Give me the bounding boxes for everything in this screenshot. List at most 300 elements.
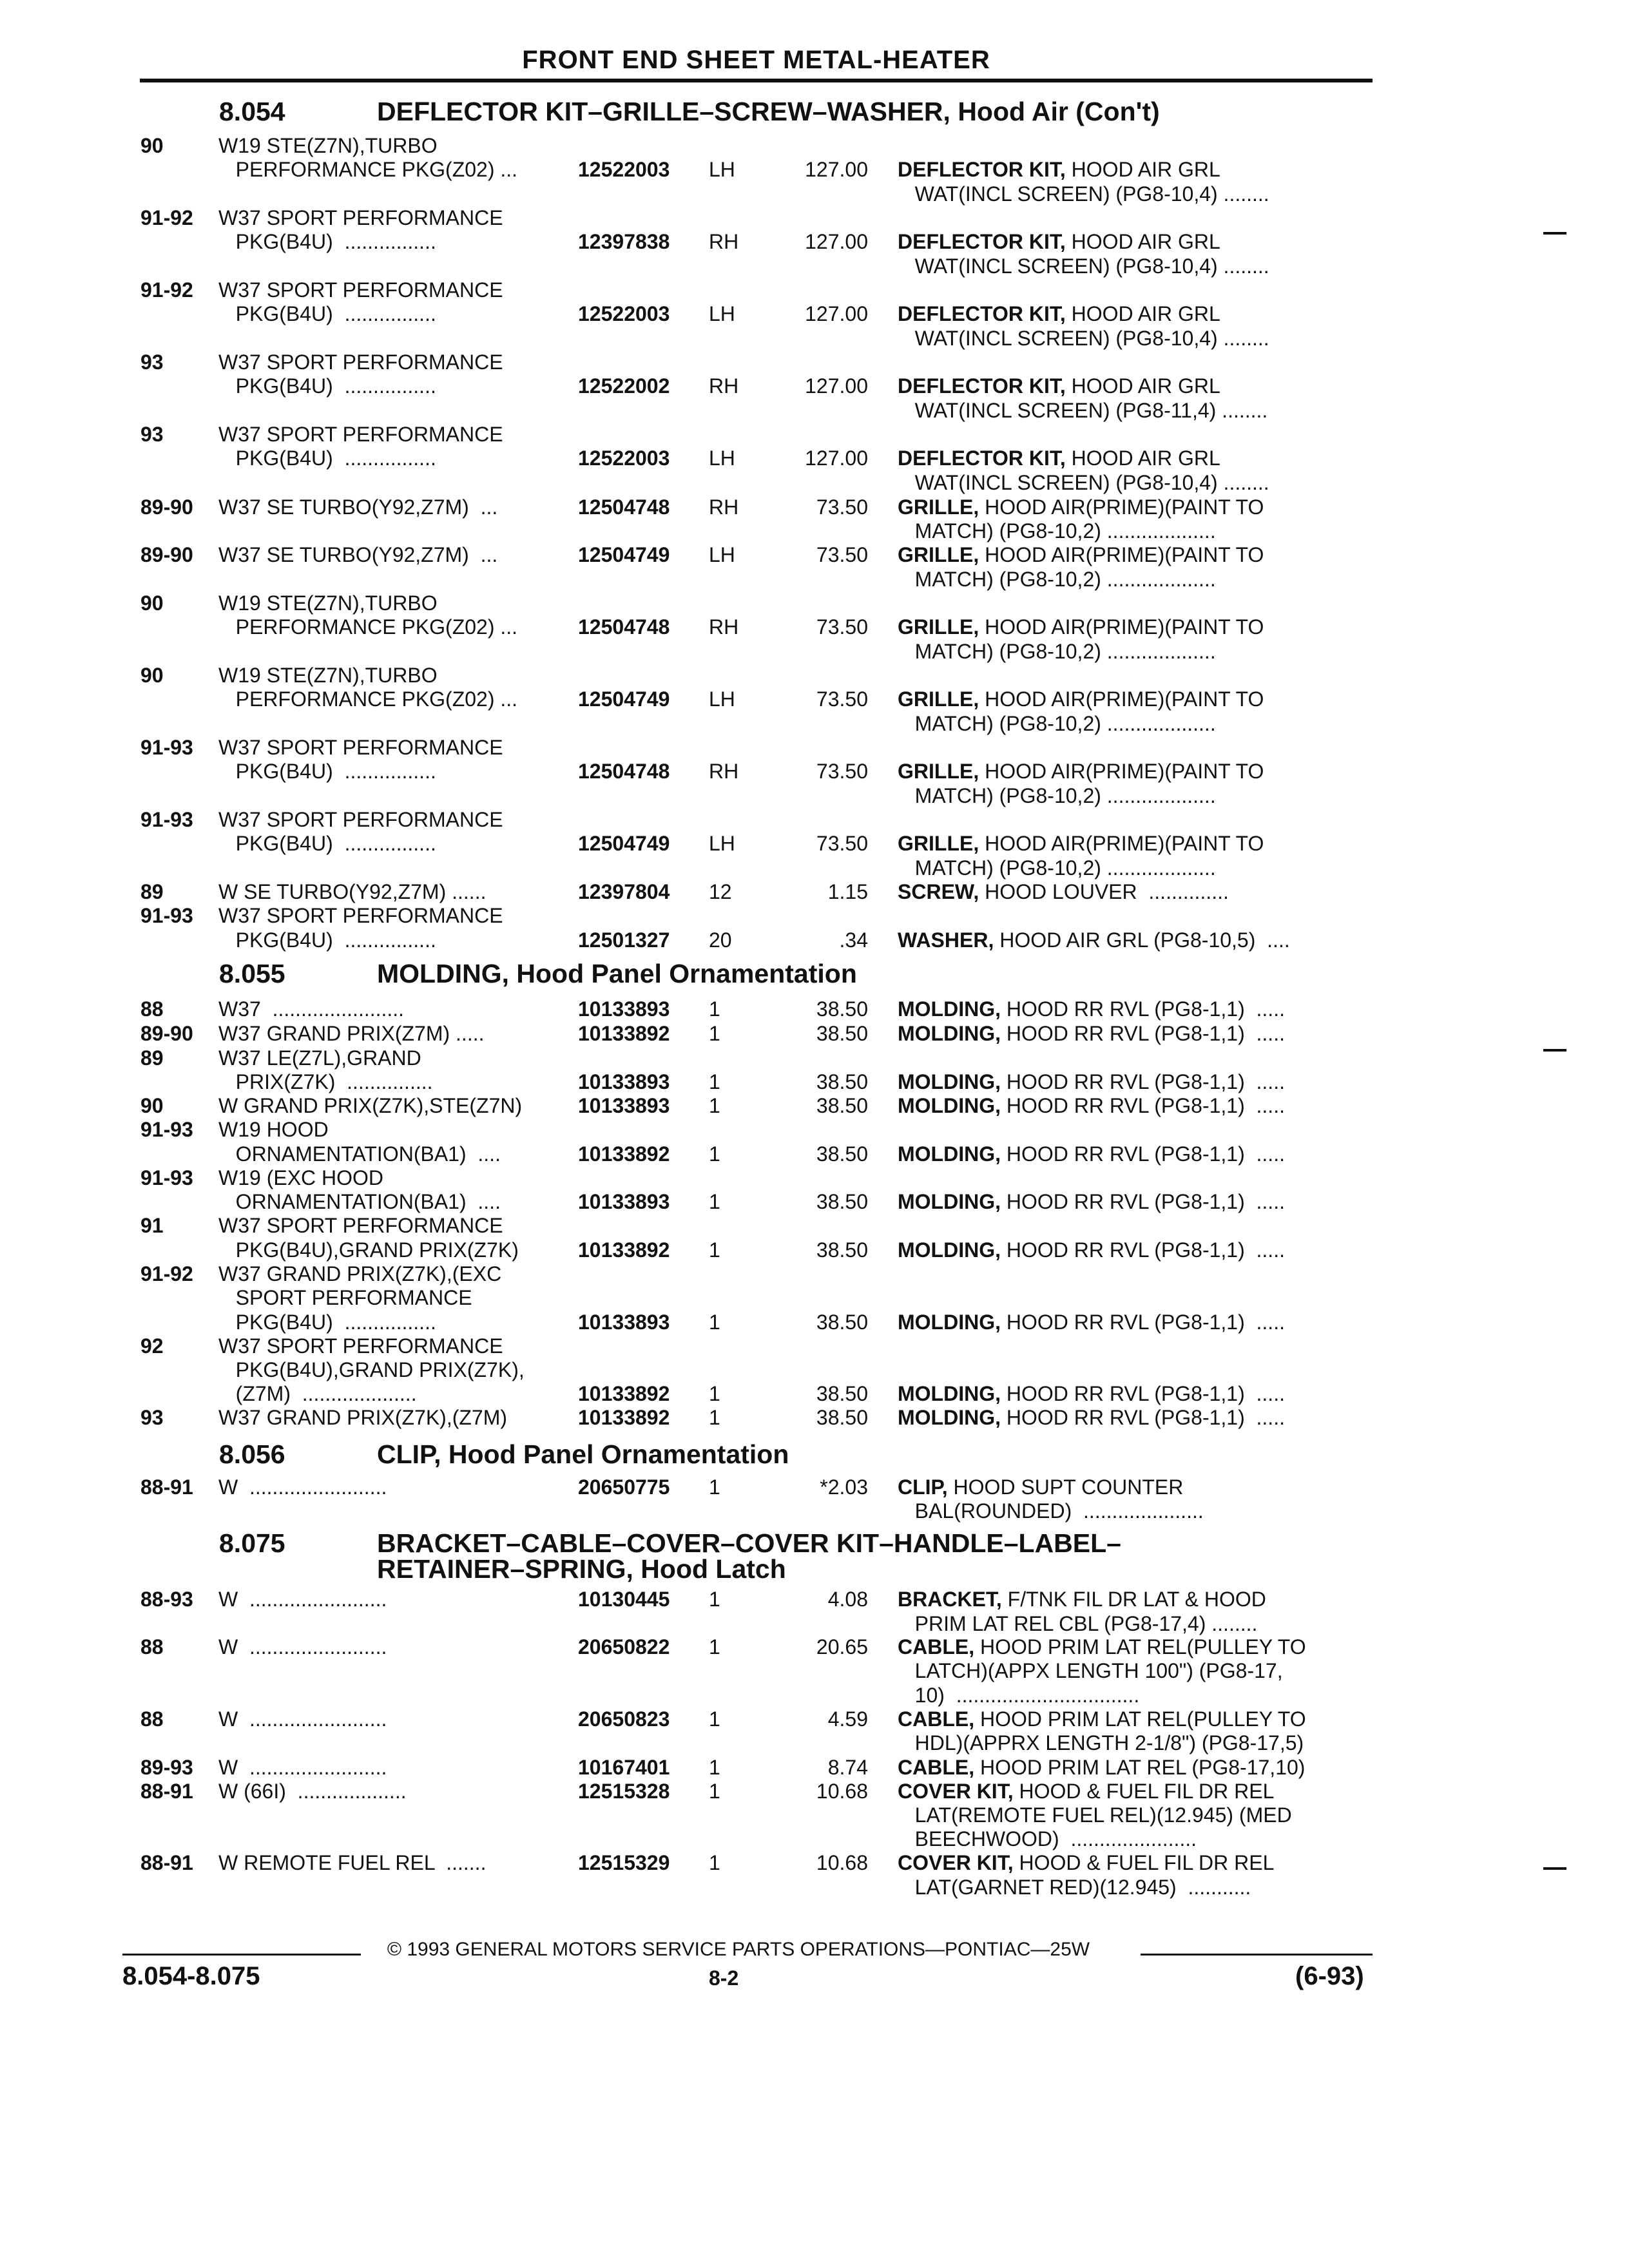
part-detail: HOOD RR RVL (PG8-1,1) .....: [1000, 1311, 1285, 1334]
section-title: DEFLECTOR KIT–GRILLE–SCREW–WASHER, Hood Air (Con't): [377, 97, 1160, 126]
list-price: 38.50: [816, 1190, 868, 1213]
application-description: W ........................: [218, 1756, 387, 1779]
part-detail: BEECHWOOD) ......................: [898, 1827, 1197, 1850]
quantity-or-side: 1: [709, 1406, 720, 1429]
quantity-or-side: LH: [709, 687, 735, 711]
part-number: 20650822: [578, 1635, 670, 1658]
model-year: 91-92: [140, 278, 193, 302]
part-description: [898, 760, 1264, 783]
quantity-or-side: 1: [709, 1756, 720, 1779]
part-detail: WAT(INCL SCREEN) (PG8-11,4) ........: [898, 399, 1268, 422]
list-price: *2.03: [820, 1475, 868, 1499]
part-name: DEFLECTOR KIT,: [898, 447, 1066, 470]
quantity-or-side: 1: [709, 1588, 720, 1611]
quantity-or-side: 1: [709, 1094, 720, 1117]
part-detail: LATCH)(APPX LENGTH 100") (PG8-17,: [898, 1659, 1283, 1682]
part-name: GRILLE,: [898, 543, 979, 566]
application-description: W37 GRAND PRIX(Z7M) .....: [218, 1022, 485, 1045]
part-detail: HOOD AIR(PRIME)(PAINT TO: [979, 615, 1264, 639]
part-description: [898, 1070, 1285, 1094]
part-description: [898, 1756, 1305, 1780]
part-description: [898, 374, 1220, 398]
part-number: 12504749: [578, 832, 670, 855]
list-price: 8.74: [827, 1756, 868, 1779]
part-description: [898, 1094, 1285, 1118]
list-price: 38.50: [816, 1070, 868, 1093]
part-description: [898, 182, 1269, 206]
application-description: PKG(B4U) ................: [218, 447, 436, 470]
part-detail: MATCH) (PG8-10,2) ...................: [898, 568, 1216, 591]
part-detail: HOOD RR RVL (PG8-1,1) .....: [1000, 1382, 1285, 1405]
part-number: 12522003: [578, 447, 670, 470]
part-detail: HOOD & FUEL FIL DR REL: [1013, 1780, 1275, 1803]
part-number: 12501327: [578, 928, 670, 952]
part-name: GRILLE,: [898, 495, 979, 519]
application-description: SPORT PERFORMANCE: [218, 1286, 472, 1309]
model-year: 89-90: [140, 543, 193, 566]
application-description: W37 SPORT PERFORMANCE: [218, 206, 503, 229]
list-price: 127.00: [805, 302, 868, 325]
part-number: 10133893: [578, 1094, 670, 1117]
part-description: [898, 640, 1216, 664]
list-price: 127.00: [805, 158, 868, 181]
part-number: 12515328: [578, 1780, 670, 1803]
application-description: W19 (EXC HOOD: [218, 1166, 384, 1189]
part-detail: HOOD AIR GRL: [1065, 374, 1220, 398]
part-number: 10130445: [578, 1588, 670, 1611]
application-description: W19 STE(Z7N),TURBO: [218, 664, 438, 687]
part-description: [898, 1659, 1283, 1683]
application-description: W37 SPORT PERFORMANCE: [218, 1334, 503, 1358]
list-price: 38.50: [816, 1406, 868, 1429]
model-year: 90: [140, 591, 164, 615]
quantity-or-side: 1: [709, 1142, 720, 1166]
list-price: 4.08: [827, 1588, 868, 1611]
revision-date: (6-93): [1295, 1962, 1364, 1990]
part-name: CABLE,: [898, 1635, 975, 1658]
list-price: 4.59: [827, 1707, 868, 1731]
quantity-or-side: 1: [709, 1022, 720, 1045]
list-price: 127.00: [805, 374, 868, 398]
application-description: PERFORMANCE PKG(Z02) ...: [218, 615, 518, 639]
section-title: BRACKET–CABLE–COVER–COVER KIT–HANDLE–LABEL–: [377, 1528, 1121, 1558]
part-description: [898, 832, 1264, 856]
application-description: W37 .......................: [218, 997, 405, 1021]
page-number: 8-2: [709, 1966, 739, 1990]
section-number: 8.056: [219, 1439, 285, 1469]
part-detail: MATCH) (PG8-10,2) ...................: [898, 856, 1216, 879]
list-price: 10.68: [816, 1851, 868, 1874]
list-price: 38.50: [816, 1238, 868, 1262]
quantity-or-side: 1: [709, 1311, 720, 1334]
list-price: 38.50: [816, 997, 868, 1021]
part-detail: LAT(GARNET RED)(12.945) ...........: [898, 1876, 1251, 1899]
list-price: 38.50: [816, 1311, 868, 1334]
quantity-or-side: RH: [709, 760, 739, 783]
application-description: W37 GRAND PRIX(Z7K),(EXC: [218, 1262, 502, 1285]
margin-mark: [1543, 1867, 1566, 1870]
part-name: GRILLE,: [898, 832, 979, 855]
section-number: 8.054: [219, 97, 285, 126]
part-number: 10133893: [578, 997, 670, 1021]
part-detail: WAT(INCL SCREEN) (PG8-10,4) ........: [898, 182, 1269, 206]
model-year: 88-91: [140, 1780, 193, 1803]
part-description: [898, 880, 1229, 904]
model-year: 91-93: [140, 904, 193, 927]
application-description: W19 HOOD: [218, 1118, 329, 1141]
page-section-range: 8.054-8.075: [122, 1962, 260, 1990]
part-name: MOLDING,: [898, 1406, 1001, 1429]
part-name: MOLDING,: [898, 1382, 1001, 1405]
application-description: W37 SE TURBO(Y92,Z7M) ...: [218, 543, 498, 566]
part-name: SCREW,: [898, 880, 979, 903]
list-price: 127.00: [805, 447, 868, 470]
application-description: W ........................: [218, 1635, 387, 1658]
quantity-or-side: 1: [709, 1190, 720, 1213]
part-description: [898, 447, 1220, 470]
part-detail: HOOD RR RVL (PG8-1,1) .....: [1000, 1022, 1285, 1045]
part-detail: LAT(REMOTE FUEL REL)(12.945) (MED: [898, 1803, 1292, 1827]
part-detail: HOOD PRIM LAT REL(PULLEY TO: [974, 1707, 1306, 1731]
application-description: PKG(B4U) ................: [218, 302, 436, 325]
model-year: 88-91: [140, 1851, 193, 1874]
list-price: 38.50: [816, 1382, 868, 1405]
quantity-or-side: 1: [709, 1070, 720, 1093]
part-name: GRILLE,: [898, 760, 979, 783]
quantity-or-side: LH: [709, 543, 735, 566]
part-description: [898, 1588, 1266, 1611]
list-price: .34: [839, 928, 868, 952]
part-description: [898, 1851, 1274, 1875]
quantity-or-side: 1: [709, 1780, 720, 1803]
part-number: 10167401: [578, 1756, 670, 1779]
model-year: 89-93: [140, 1756, 193, 1779]
part-detail: HOOD RR RVL (PG8-1,1) .....: [1000, 1142, 1285, 1166]
quantity-or-side: RH: [709, 374, 739, 398]
model-year: 90: [140, 664, 164, 687]
model-year: 88-93: [140, 1588, 193, 1611]
part-number: 20650823: [578, 1707, 670, 1731]
part-description: [898, 784, 1216, 808]
list-price: 38.50: [816, 1022, 868, 1045]
part-number: 12397804: [578, 880, 670, 903]
model-year: 88-91: [140, 1475, 193, 1499]
model-year: 88: [140, 1707, 164, 1731]
list-price: 73.50: [816, 543, 868, 566]
part-description: [898, 568, 1216, 591]
application-description: W ........................: [218, 1588, 387, 1611]
part-number: 10133893: [578, 1190, 670, 1213]
part-detail: HDL)(APPRX LENGTH 2-1/8") (PG8-17,5): [898, 1731, 1304, 1754]
part-number: 10133892: [578, 1142, 670, 1166]
part-detail: HOOD AIR GRL: [1065, 158, 1220, 181]
part-detail: HOOD AIR GRL: [1065, 302, 1220, 325]
section-title: MOLDING, Hood Panel Ornamentation: [377, 959, 857, 988]
list-price: 73.50: [816, 615, 868, 639]
part-description: [898, 327, 1269, 351]
quantity-or-side: 1: [709, 1707, 720, 1731]
part-description: [898, 1707, 1306, 1731]
model-year: 90: [140, 134, 164, 157]
part-detail: HOOD RR RVL (PG8-1,1) .....: [1000, 1406, 1285, 1429]
quantity-or-side: 1: [709, 997, 720, 1021]
list-price: 73.50: [816, 495, 868, 519]
part-number: 10133893: [578, 1311, 670, 1334]
model-year: 91-92: [140, 1262, 193, 1285]
section-number: 8.075: [219, 1528, 285, 1558]
application-description: W37 SPORT PERFORMANCE: [218, 808, 503, 831]
quantity-or-side: 20: [709, 928, 732, 952]
application-description: W GRAND PRIX(Z7K),STE(Z7N): [218, 1094, 523, 1117]
quantity-or-side: LH: [709, 447, 735, 470]
model-year: 92: [140, 1334, 164, 1358]
quantity-or-side: LH: [709, 302, 735, 325]
part-name: MOLDING,: [898, 1190, 1001, 1213]
list-price: 73.50: [816, 760, 868, 783]
section-number: 8.055: [219, 959, 285, 988]
part-detail: WAT(INCL SCREEN) (PG8-10,4) ........: [898, 327, 1269, 350]
part-number: 12504748: [578, 615, 670, 639]
application-description: W37 SE TURBO(Y92,Z7M) ...: [218, 495, 498, 519]
part-detail: HOOD PRIM LAT REL (PG8-17,10): [974, 1756, 1306, 1779]
part-detail: WAT(INCL SCREEN) (PG8-10,4) ........: [898, 471, 1269, 494]
part-number: 10133892: [578, 1406, 670, 1429]
list-price: 127.00: [805, 230, 868, 253]
part-description: [898, 1876, 1251, 1899]
list-price: 38.50: [816, 1094, 868, 1117]
list-price: 73.50: [816, 687, 868, 711]
part-number: 10133892: [578, 1022, 670, 1045]
part-number: 12522002: [578, 374, 670, 398]
application-description: PERFORMANCE PKG(Z02) ...: [218, 687, 518, 711]
part-description: [898, 1827, 1197, 1851]
model-year: 89-90: [140, 1022, 193, 1045]
part-number: 10133892: [578, 1382, 670, 1405]
part-description: [898, 712, 1216, 736]
footer-rule-right: [1141, 1954, 1373, 1956]
part-name: DEFLECTOR KIT,: [898, 158, 1066, 181]
part-detail: HOOD RR RVL (PG8-1,1) .....: [1000, 1238, 1285, 1262]
application-description: PKG(B4U),GRAND PRIX(Z7K): [218, 1238, 519, 1262]
quantity-or-side: 1: [709, 1238, 720, 1262]
part-detail: HOOD RR RVL (PG8-1,1) .....: [1000, 997, 1285, 1021]
part-description: [898, 856, 1216, 880]
list-price: 10.68: [816, 1780, 868, 1803]
part-detail: HOOD AIR GRL: [1065, 447, 1220, 470]
model-year: 89: [140, 880, 164, 903]
part-detail: HOOD AIR(PRIME)(PAINT TO: [979, 760, 1264, 783]
quantity-or-side: 1: [709, 1382, 720, 1405]
page-title: FRONT END SHEET METAL-HEATER: [522, 46, 990, 74]
application-description: W37 SPORT PERFORMANCE: [218, 278, 503, 302]
part-number: 12515329: [578, 1851, 670, 1874]
part-detail: MATCH) (PG8-10,2) ...................: [898, 712, 1216, 735]
part-detail: HOOD AIR(PRIME)(PAINT TO: [979, 543, 1264, 566]
quantity-or-side: RH: [709, 615, 739, 639]
part-detail: HOOD & FUEL FIL DR REL: [1013, 1851, 1275, 1874]
part-number: 10133892: [578, 1238, 670, 1262]
part-name: WASHER,: [898, 928, 994, 952]
application-description: W19 STE(Z7N),TURBO: [218, 134, 438, 157]
application-description: (Z7M) ....................: [218, 1382, 417, 1405]
application-description: W37 GRAND PRIX(Z7K),(Z7M): [218, 1406, 508, 1429]
part-detail: MATCH) (PG8-10,2) ...................: [898, 519, 1216, 543]
part-detail: HOOD AIR(PRIME)(PAINT TO: [979, 495, 1264, 519]
part-description: [898, 1190, 1285, 1214]
model-year: 91-92: [140, 206, 193, 229]
part-detail: MATCH) (PG8-10,2) ...................: [898, 640, 1216, 663]
part-name: MOLDING,: [898, 1094, 1001, 1117]
part-name: MOLDING,: [898, 1311, 1001, 1334]
part-description: [898, 1731, 1304, 1755]
application-description: W37 SPORT PERFORMANCE: [218, 904, 503, 927]
page-header: [140, 41, 1373, 82]
part-detail: WAT(INCL SCREEN) (PG8-10,4) ........: [898, 255, 1269, 278]
model-year: 90: [140, 1094, 164, 1117]
section-title-continued: RETAINER–SPRING, Hood Latch: [377, 1554, 786, 1584]
model-year: 89-90: [140, 495, 193, 519]
part-description: [898, 1684, 1139, 1707]
part-name: CLIP,: [898, 1475, 948, 1499]
part-detail: HOOD AIR(PRIME)(PAINT TO: [979, 687, 1264, 711]
part-number: 12522003: [578, 302, 670, 325]
part-detail: PRIM LAT REL CBL (PG8-17,4) ........: [898, 1612, 1258, 1635]
part-detail: HOOD PRIM LAT REL(PULLEY TO: [974, 1635, 1306, 1658]
application-description: W37 SPORT PERFORMANCE: [218, 423, 503, 446]
part-name: MOLDING,: [898, 997, 1001, 1021]
part-detail: HOOD RR RVL (PG8-1,1) .....: [1000, 1070, 1285, 1093]
footer-rule-left: [122, 1954, 361, 1956]
part-number: 10133893: [578, 1070, 670, 1093]
part-description: [898, 1612, 1257, 1636]
application-description: W ........................: [218, 1475, 387, 1499]
part-name: DEFLECTOR KIT,: [898, 230, 1066, 253]
application-description: ORNAMENTATION(BA1) ....: [218, 1190, 501, 1213]
application-description: W37 LE(Z7L),GRAND: [218, 1046, 421, 1070]
part-description: [898, 302, 1220, 326]
part-name: MOLDING,: [898, 1142, 1001, 1166]
part-detail: MATCH) (PG8-10,2) ...................: [898, 784, 1216, 807]
application-description: W (66I) ...................: [218, 1780, 407, 1803]
quantity-or-side: RH: [709, 495, 739, 519]
part-description: [898, 471, 1269, 495]
part-description: [898, 1022, 1285, 1046]
part-description: [898, 1406, 1285, 1430]
copyright-line: © 1993 GENERAL MOTORS SERVICE PARTS OPERATIONS—PONTIAC—25W: [387, 1939, 1090, 1960]
quantity-or-side: RH: [709, 230, 739, 253]
part-number: 12504748: [578, 495, 670, 519]
model-year: 88: [140, 997, 164, 1021]
application-description: W SE TURBO(Y92,Z7M) ......: [218, 880, 487, 903]
part-detail: F/TNK FIL DR LAT & HOOD: [1001, 1588, 1266, 1611]
application-description: PERFORMANCE PKG(Z02) ...: [218, 158, 518, 181]
part-name: BRACKET,: [898, 1588, 1002, 1611]
part-detail: BAL(ROUNDED) .....................: [898, 1499, 1204, 1523]
margin-mark: [1543, 1049, 1566, 1052]
part-detail: HOOD RR RVL (PG8-1,1) .....: [1000, 1094, 1285, 1117]
part-description: [898, 1238, 1285, 1262]
part-number: 12522003: [578, 158, 670, 181]
part-detail: HOOD AIR(PRIME)(PAINT TO: [979, 832, 1264, 855]
part-description: [898, 1803, 1292, 1827]
part-description: [898, 1635, 1306, 1659]
part-name: COVER KIT,: [898, 1780, 1014, 1803]
part-description: [898, 1475, 1183, 1499]
part-name: CABLE,: [898, 1707, 975, 1731]
part-name: DEFLECTOR KIT,: [898, 302, 1066, 325]
part-number: 12397838: [578, 230, 670, 253]
application-description: PKG(B4U),GRAND PRIX(Z7K),: [218, 1358, 525, 1381]
application-description: PRIX(Z7K) ...............: [218, 1070, 433, 1093]
list-price: 38.50: [816, 1142, 868, 1166]
part-description: [898, 1499, 1204, 1523]
application-description: PKG(B4U) ................: [218, 1311, 436, 1334]
application-description: PKG(B4U) ................: [218, 230, 436, 253]
quantity-or-side: LH: [709, 832, 735, 855]
part-description: [898, 1311, 1285, 1334]
part-description: [898, 255, 1269, 278]
model-year: 91-93: [140, 808, 193, 831]
part-description: [898, 615, 1264, 639]
application-description: W19 STE(Z7N),TURBO: [218, 591, 438, 615]
margin-mark: [1543, 232, 1566, 235]
application-description: W ........................: [218, 1707, 387, 1731]
part-number: 12504749: [578, 543, 670, 566]
part-detail: HOOD SUPT COUNTER: [947, 1475, 1184, 1499]
part-name: GRILLE,: [898, 615, 979, 639]
model-year: 91: [140, 1214, 164, 1237]
model-year: 91-93: [140, 1166, 193, 1189]
application-description: W37 SPORT PERFORMANCE: [218, 351, 503, 374]
part-number: 20650775: [578, 1475, 670, 1499]
part-description: [898, 519, 1216, 543]
part-number: 12504749: [578, 687, 670, 711]
application-description: PKG(B4U) ................: [218, 928, 436, 952]
part-name: CABLE,: [898, 1756, 975, 1779]
part-description: [898, 687, 1264, 711]
application-description: ORNAMENTATION(BA1) ....: [218, 1142, 501, 1166]
part-description: [898, 158, 1220, 182]
application-description: W REMOTE FUEL REL .......: [218, 1851, 487, 1874]
part-name: MOLDING,: [898, 1070, 1001, 1093]
part-detail: 10) ................................: [898, 1684, 1140, 1707]
list-price: 20.65: [816, 1635, 868, 1658]
quantity-or-side: 1: [709, 1635, 720, 1658]
part-detail: HOOD RR RVL (PG8-1,1) .....: [1000, 1190, 1285, 1213]
model-year: 88: [140, 1635, 164, 1658]
model-year: 93: [140, 423, 164, 446]
part-description: [898, 1142, 1285, 1166]
application-description: PKG(B4U) ................: [218, 832, 436, 855]
application-description: PKG(B4U) ................: [218, 374, 436, 398]
part-description: [898, 495, 1264, 519]
application-description: W37 SPORT PERFORMANCE: [218, 736, 503, 759]
quantity-or-side: LH: [709, 158, 735, 181]
application-description: W37 SPORT PERFORMANCE: [218, 1214, 503, 1237]
section-title: CLIP, Hood Panel Ornamentation: [377, 1439, 789, 1469]
model-year: 89: [140, 1046, 164, 1070]
part-name: GRILLE,: [898, 687, 979, 711]
part-name: DEFLECTOR KIT,: [898, 374, 1066, 398]
part-number: 12504748: [578, 760, 670, 783]
part-name: MOLDING,: [898, 1238, 1001, 1262]
part-description: [898, 997, 1285, 1021]
part-name: MOLDING,: [898, 1022, 1001, 1045]
application-description: PKG(B4U) ................: [218, 760, 436, 783]
model-year: 91-93: [140, 1118, 193, 1141]
quantity-or-side: 1: [709, 1475, 720, 1499]
part-detail: HOOD AIR GRL (PG8-10,5) ....: [994, 928, 1290, 952]
